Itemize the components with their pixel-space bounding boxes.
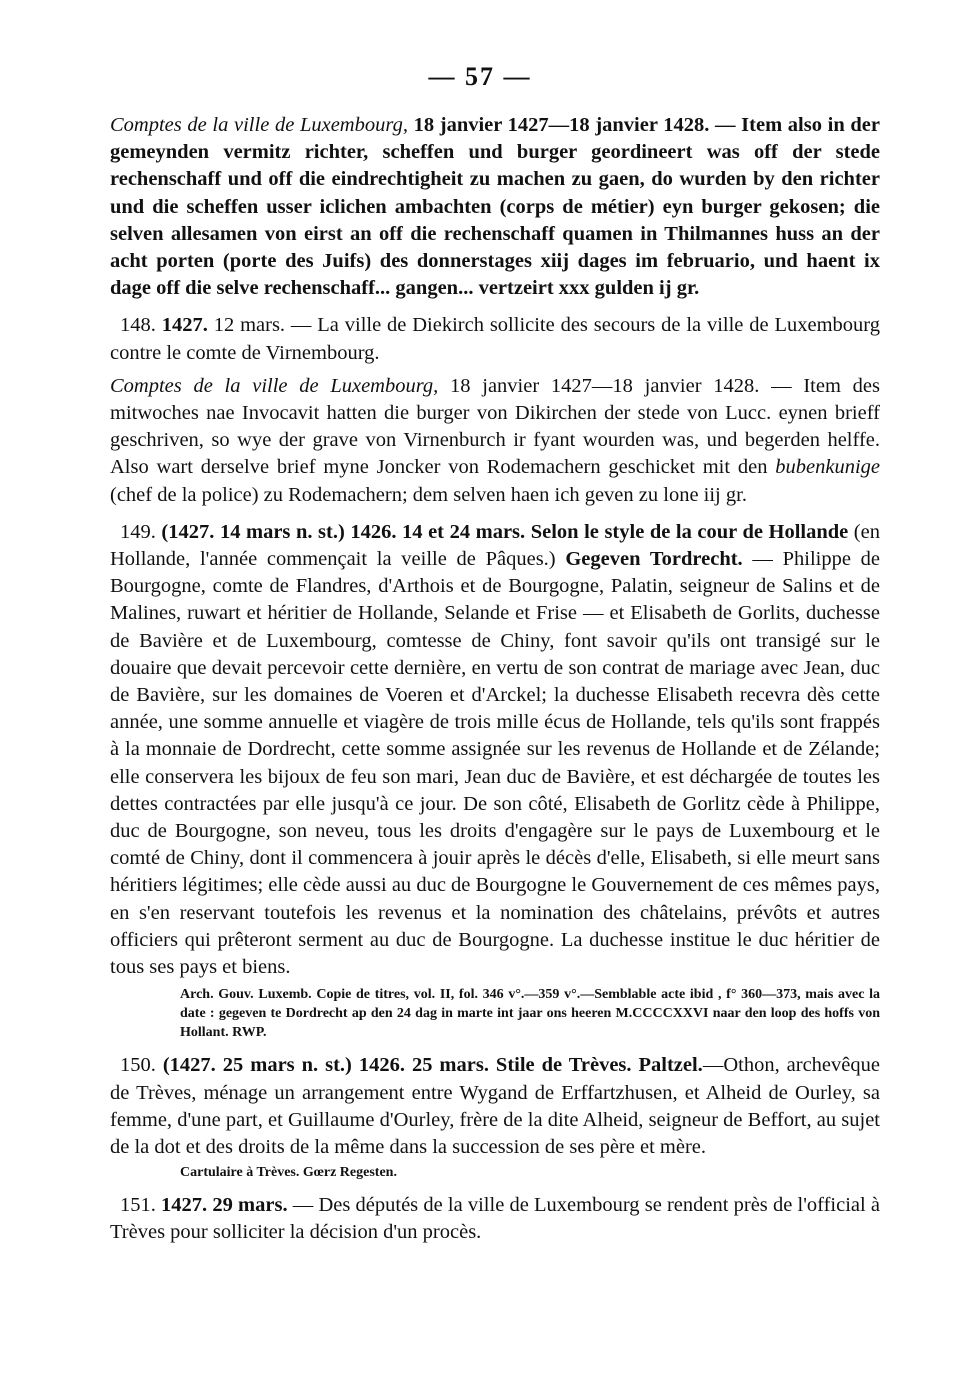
entry-149: [110, 519, 880, 981]
entry-number: 151.: [120, 1194, 156, 1217]
entry-number: 148.: [120, 314, 156, 337]
entry-text-end: (chef de la police) zu Rodemachern; dem selven haen ich geven zu lone iij gr.: [110, 483, 747, 506]
entry-text: 18 janvier 1427—18 janvier 1428. — Item des mitwoches nae Invocavit hatten die burger von Dikirchen der stede von Lucc. eynen brieff geschriven, so wye der grave von Virnenburch ir fyant wourden was, und begerden helffe. Also wart derselve brief myne Joncker von Rodemachern geschicket mit den: [110, 374, 880, 479]
entry-heading-place: Gegeven Tordrecht.: [565, 548, 743, 571]
italic-term: bubenkunige: [775, 456, 880, 479]
entry-150: [110, 1052, 880, 1161]
page-number: — 57 —: [428, 62, 532, 91]
entry-number: 150.: [120, 1054, 156, 1077]
source-title: Comptes de la ville de Luxembourg,: [110, 374, 439, 397]
entry-heading: (1427. 25 mars n. st.) 1426. 25 mars. Stile de Trèves. Paltzel.: [155, 1054, 703, 1077]
entry-heading: 1427. 29 mars.: [155, 1194, 288, 1217]
entry-text: 12 mars. — La ville de Diekirch sollicite des secours de la ville de Luxembourg contre le comte de Virnembourg.: [110, 314, 880, 364]
entry-147-continuation: [110, 112, 880, 302]
entry-151: [110, 1192, 880, 1246]
entry-148: [110, 312, 880, 366]
entry-text: (en Hollande, l'année commençait la veille de Pâques.): [110, 520, 880, 571]
entry-148-source-text: [110, 373, 880, 509]
entry-number: 149.: [120, 520, 156, 543]
entry-year: 1427.: [161, 314, 208, 337]
source-title: Comptes de la ville de Luxembourg,: [110, 114, 408, 136]
entry-149-source: Arch. Gouv. Luxemb. Copie de titres, vol. II, fol. 346 v°.—359 v°.—Semblable acte ibid , f° 360—373, mais avec la date : gegeven te Dordrecht ap den 24 dag in marte int jaar ons heeren M.CCCCXXVI naar den loop des hoffs von Hollant. RWP.: [180, 987, 880, 1041]
entry-text: —Othon, archevêque de Trèves, ménage un arrangement entre Wygand de Erffartzhusen, et Alheid de Ourley, sa femme, d'une part, et Guillaume d'Ourley, frère de la dite Alheid, seigneur de Beffort, au sujet de la dot et des droits de la même dans la succession de ses père et mère.: [110, 1054, 880, 1158]
page-body: [110, 112, 880, 1247]
entry-text: 18 janvier 1427—18 janvier 1428. — Item also in der gemeynden vermitz richter, scheffen und burger geordineert was off der stede rechenschaff und off die eindrechtigheit zu machen zu gaen, do wurden by den richter und die scheffen usser iclichen ambachten (corps de métier) eyn burger gekosen; die selven allesamen von eirst an off die rechenschaff quamen in Thilmannes huss an der acht porten (porte des Juifs) des donnerstages xiij dages im februario, und haent ix dage off die selve rechenschaff... gangen... vertzeirt xxx gulden ij gr.: [110, 114, 880, 300]
entry-text: — Des députés de la ville de Luxembourg se rendent près de l'official à Trèves pour solliciter la décision d'un procès.: [110, 1194, 881, 1244]
entry-150-source: Cartulaire à Trèves. Gœrz Regesten.: [180, 1165, 397, 1181]
entry-heading: (1427. 14 mars n. st.) 1426. 14 et 24 mars. Selon le style de la cour de Hollande: [155, 520, 849, 543]
entry-text-body: — Philippe de Bourgogne, comte de Flandres, d'Arthois et de Bourgogne, Palatin, seigneur de Salins et de Malines, ruwart et héritier de Hollande, Selande et Frise — et Elisabeth de Gorlits, duchesse de Bavière et de Luxembourg, comtesse de Chiny, font savoir qu'ils ont transigé sur le douaire que devait percevoir cette dernière, en vertu de son contrat de mariage avec Jean, duc de Bavière, sur les domaines de Voeren et d'Arckel; la duchesse Elisabeth recevra dès cette année, une somme annuelle et viagère de trois mille écus de Hollande, tels qu'ils sont frappés à la monnaie de Dordrecht, cette somme assignée sur les revenus de Hollande et de Zélande; elle conservera les bijoux de feu son mari, Jean duc de Bavière, et est déchargée de toutes les dettes contractées par elle jusqu'à ce jour. De son côté, Elisabeth de Gorlitz cède à Philippe, duc de Bourgogne, son neveu, tous les droits d'engagère sur le pays de Luxembourg et le comté de Chiny, dont il commencera à jouir après le décès d'elle, Elisabeth, si elle meurt sans héritiers légitimes; elle cède aussi au duc de Bourgogne le Gouvernement de ces mêmes pays, en s'en reservant toutefois les revenus et la nomination des châtelains, prévôts et autres officiers qui prêteront serment au duc de Bourgogne. La duchesse institue le duc héritier de tous ses pays et biens.: [110, 548, 881, 979]
